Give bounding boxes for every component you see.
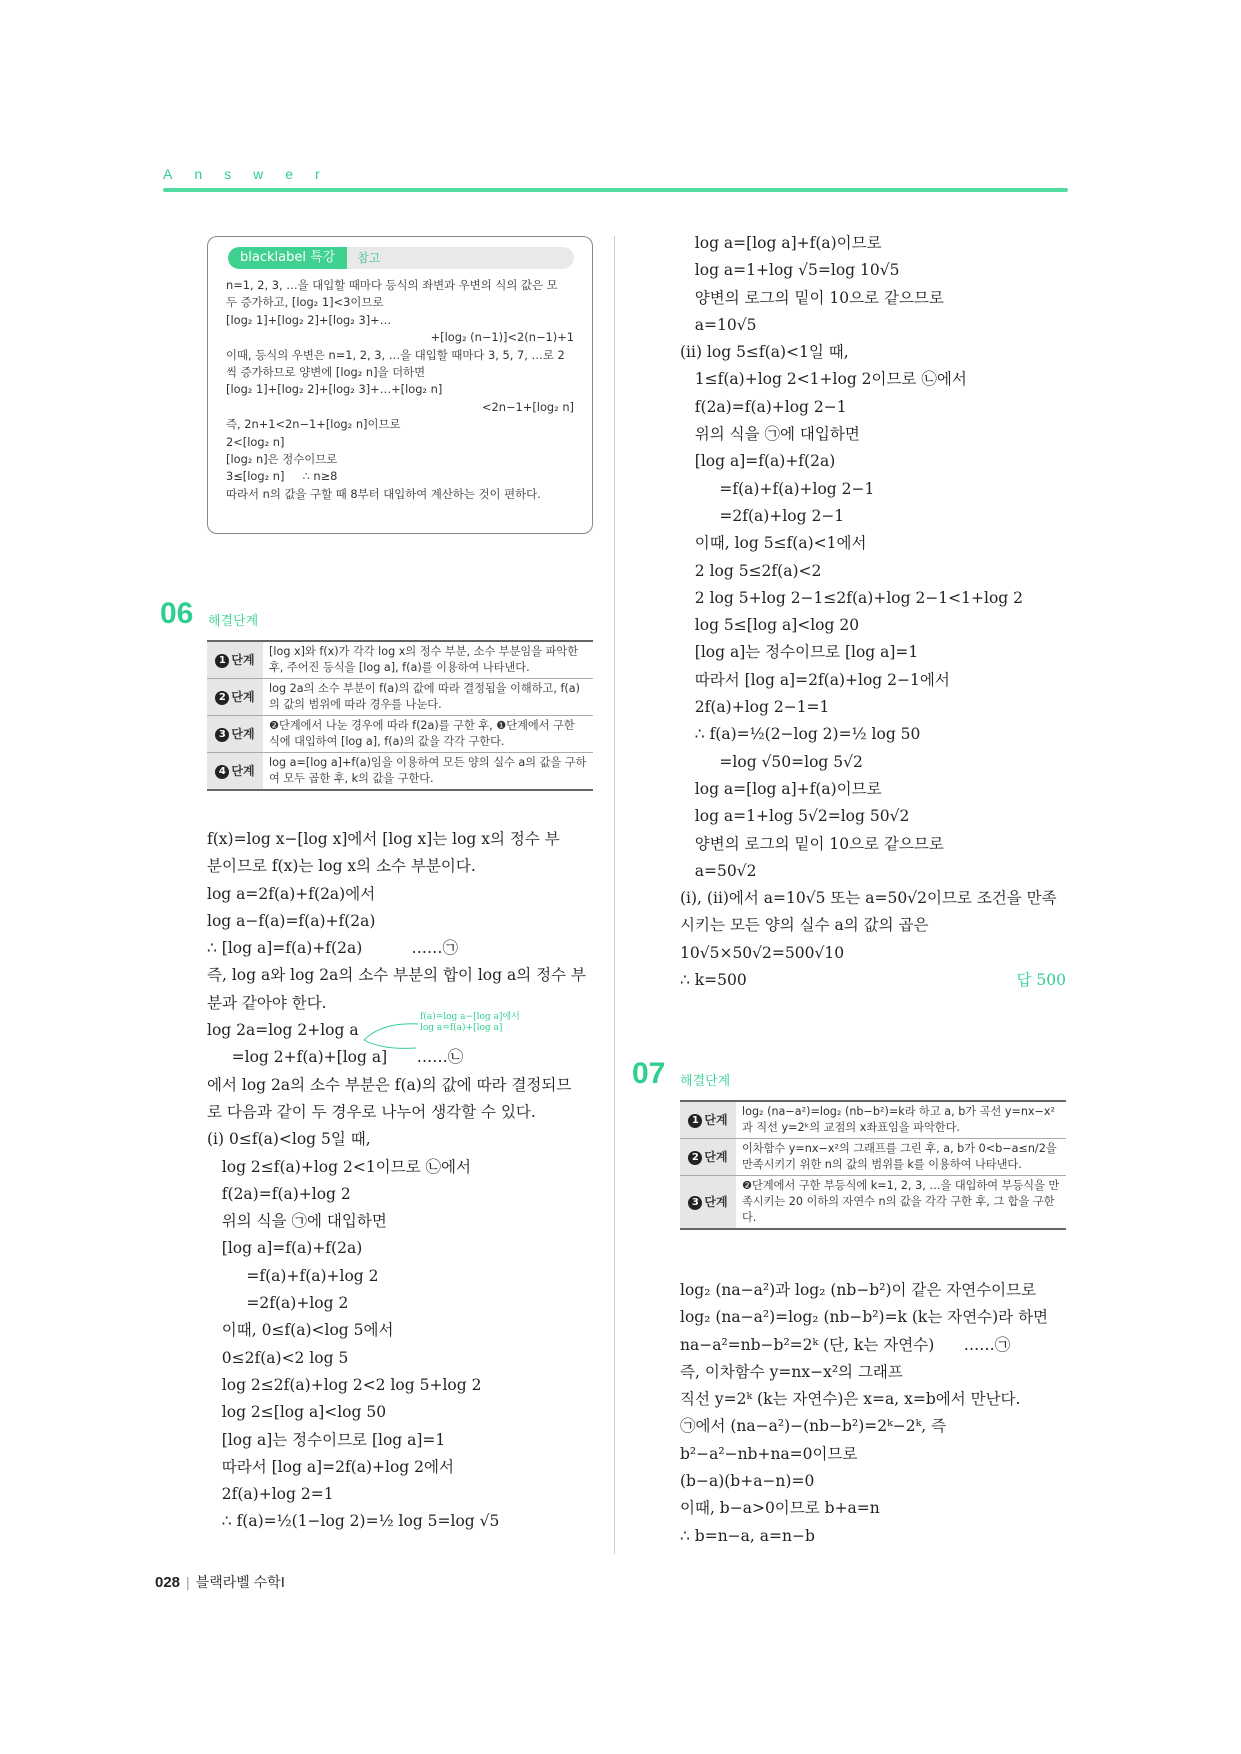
solution-line: ∴ k=500 <box>680 971 747 990</box>
solution-line: ∴ f(a)=½(1−log 2)=½ log 5=log √5 <box>207 1512 500 1531</box>
step-row <box>207 753 593 791</box>
tip-line: 3≤[log₂ n] ∴ n≥8 <box>226 469 338 484</box>
step-description: log₂ (na−a²)=log₂ (nb−b²)=k라 하고 a, b가 곡선 y=nx−x²과 직선 y=2ᵏ의 교점의 x좌표임을 파악한다. <box>736 1101 1066 1139</box>
solution-line: 0≤2f(a)<2 log 5 <box>207 1348 349 1367</box>
tip-line: 즉, 2n+1<2n−1+[log₂ n]이므로 <box>226 417 401 432</box>
step-row <box>680 1101 1066 1139</box>
solution-line: na−a²=nb−b²=2ᵏ (단, k는 자연수) ……㉠ <box>680 1335 1011 1354</box>
solution-line: [log a]는 정수이므로 [log a]=1 <box>680 643 919 662</box>
solution-line: 양변의 로그의 밑이 10으로 같으므로 <box>680 834 944 853</box>
solution-line: =log √50=log 5√2 <box>680 752 863 771</box>
solution-line: 1≤f(a)+log 2<1+log 2이므로 ㉡에서 <box>680 370 967 389</box>
step-number-badge: 4 <box>215 765 229 779</box>
solution-line: 이때, log 5≤f(a)<1에서 <box>680 534 867 553</box>
step-label <box>207 753 263 791</box>
tip-box <box>207 236 593 534</box>
tip-line: 두 증가하고, [log₂ 1]<3이므로 <box>226 295 384 310</box>
tip-line: 따라서 n의 값을 구할 때 8부터 대입하여 계산하는 것이 편하다. <box>226 486 541 501</box>
tip-badge: blacklabel 특강 <box>228 247 347 269</box>
solution-line: f(2a)=f(a)+log 2−1 <box>680 397 847 416</box>
step-word: 단계 <box>231 653 255 667</box>
solution-line: 양변의 로그의 밑이 10으로 같으므로 <box>680 288 944 307</box>
solution-line: 10√5×50√2=500√10 <box>680 943 845 962</box>
step-row <box>207 679 593 716</box>
solution-line: 에서 log 2a의 소수 부분은 f(a)의 값에 따라 결정되므 <box>207 1075 572 1094</box>
solution-line: (b−a)(b+a−n)=0 <box>680 1472 815 1491</box>
step-label <box>680 1139 736 1176</box>
solution-line: 로 다음과 같이 두 경우로 나누어 생각할 수 있다. <box>207 1102 536 1121</box>
final-answer-line <box>680 967 1066 994</box>
solution-line: 2 log 5+log 2−1≤2f(a)+log 2−1<1+log 2 <box>680 588 1023 607</box>
solution-line: 위의 식을 ㉠에 대입하면 <box>207 1212 387 1231</box>
step-label <box>680 1101 736 1139</box>
step-row <box>680 1139 1066 1176</box>
tip-line: <2n−1+[log₂ n] <box>481 399 574 414</box>
step-description: ❷단계에서 나눈 경우에 따라 f(2a)를 구한 후, ❶단계에서 구한 식에 대입하여 [log a], f(a)의 값을 각각 구한다. <box>263 716 593 753</box>
solution-line: 이때, 0≤f(a)<log 5에서 <box>207 1321 394 1340</box>
solution-line: 따라서 [log a]=2f(a)+log 2에서 <box>207 1457 454 1476</box>
solution-line: b²−a²−nb+na=0이므로 <box>680 1444 858 1463</box>
solution-line: log₂ (na−a²)=log₂ (nb−b²)=k (k는 자연수)라 하면 <box>680 1308 1049 1327</box>
section-06-label: 해결단계 <box>208 614 259 629</box>
step-word: 단계 <box>231 690 255 704</box>
step-row <box>207 716 593 753</box>
tip-line: n=1, 2, 3, …을 대입할 때마다 등식의 좌변과 우변의 식의 값은 모 <box>226 278 558 292</box>
footer-separator: | <box>186 1574 190 1590</box>
step-row <box>207 641 593 679</box>
solution-line: ∴ f(a)=½(2−log 2)=½ log 50 <box>680 725 921 744</box>
step-label <box>207 716 263 753</box>
step-word: 단계 <box>704 1150 728 1164</box>
step-row <box>680 1176 1066 1230</box>
solution-line: 따라서 [log a]=2f(a)+log 2−1에서 <box>680 670 950 689</box>
solution-line: 분과 같아야 한다. <box>207 993 327 1012</box>
solution-line: ㉠에서 (na−a²)−(nb−b²)=2ᵏ−2ᵏ, 즉 <box>680 1417 947 1436</box>
step-word: 단계 <box>231 727 255 741</box>
section-06-number: 06 <box>160 597 194 630</box>
solution-line: ∴ [log a]=f(a)+f(2a) ……㉠ <box>207 939 459 958</box>
section-07-label: 해결단계 <box>680 1074 731 1089</box>
step-number-badge: 3 <box>215 728 229 742</box>
solution-line: 위의 식을 ㉠에 대입하면 <box>680 425 860 444</box>
solution-line: (ⅰ), (ⅱ)에서 a=10√5 또는 a=50√2이므로 조건을 만족 <box>680 889 1057 908</box>
header-rule <box>163 188 1068 192</box>
section-06-solution-left <box>207 826 597 1536</box>
step-description: [log x]와 f(x)가 각각 log x의 정수 부분, 소수 부분임을 파악한 후, 주어진 등식을 [log a], f(a)를 이용하여 나타낸다. <box>263 641 593 679</box>
solution-line: 즉, log a와 log 2a의 소수 부분의 합이 log a의 정수 부 <box>207 966 586 985</box>
solution-line: f(x)=log x−[log x]에서 [log x]는 log x의 정수 부 <box>207 830 560 848</box>
column-divider <box>614 236 615 1554</box>
tip-line: [log₂ 1]+[log₂ 2]+[log₂ 3]+… <box>226 312 392 327</box>
section-07-steps-table <box>680 1100 1066 1230</box>
step-number-badge: 1 <box>688 1114 702 1128</box>
step-number-badge: 2 <box>215 691 229 705</box>
step-word: 단계 <box>704 1195 728 1209</box>
page-footer <box>155 1572 285 1592</box>
solution-line: log a=[log a]+f(a)이므로 <box>680 779 882 798</box>
annotation-arrow <box>362 1018 422 1058</box>
step-number-badge: 2 <box>688 1151 702 1165</box>
solution-line: [log a]는 정수이므로 [log a]=1 <box>207 1430 446 1449</box>
solution-line: log a=[log a]+f(a)이므로 <box>680 234 882 252</box>
step-word: 단계 <box>704 1113 728 1127</box>
solution-line: log 5≤[log a]<log 20 <box>680 616 860 635</box>
solution-line: ∴ b=n−a, a=n−b <box>680 1526 815 1545</box>
tip-line: 이때, 등식의 우변은 n=1, 2, 3, …을 대입할 때마다 3, 5, 7, …로 2 <box>226 347 565 362</box>
tip-line: +[log₂ (n−1)]<2(n−1)+1 <box>430 330 574 345</box>
solution-line: (ⅰ) 0≤f(a)<log 5일 때, <box>207 1130 371 1149</box>
solution-line: =f(a)+f(a)+log 2 <box>207 1266 379 1285</box>
step-description: ❷단계에서 구한 부등식에 k=1, 2, 3, …을 대입하여 부등식을 만족시키는 20 이하의 자연수 n의 값을 각각 구한 후, 그 합을 구한다. <box>736 1176 1066 1230</box>
solution-line: =f(a)+f(a)+log 2−1 <box>680 479 875 498</box>
solution-line: [log a]=f(a)+f(2a) <box>680 452 836 471</box>
solution-line: log 2≤2f(a)+log 2<2 log 5+log 2 <box>207 1375 482 1394</box>
step-description: log a=[log a]+f(a)임을 이용하여 모든 양의 실수 a의 값을 구하여 모두 곱한 후, k의 값을 구한다. <box>263 753 593 791</box>
header-title: Answer <box>163 166 342 182</box>
solution-line: log 2≤[log a]<log 50 <box>207 1403 387 1422</box>
step-word: 단계 <box>231 764 255 778</box>
tip-line: [log₂ 1]+[log₂ 2]+[log₂ 3]+…+[log₂ n] <box>226 382 443 397</box>
solution-line: 분이므로 f(x)는 log x의 소수 부분이다. <box>207 857 476 876</box>
solution-line: =log 2+f(a)+[log a] ……㉡ <box>207 1048 464 1067</box>
solution-line: a=50√2 <box>680 861 757 880</box>
step-number-badge: 1 <box>215 654 229 668</box>
solution-line: [log a]=f(a)+f(2a) <box>207 1239 363 1258</box>
annotation-note: f(a)=log a−[log a]에서 log a=f(a)+[log a] <box>420 1012 520 1033</box>
section-06-solution-right <box>680 230 1066 994</box>
solution-line: log a=1+log √5=log 10√5 <box>680 261 900 280</box>
step-description: log 2a의 소수 부분이 f(a)의 값에 따라 결정됨을 이해하고, f(a)의 값의 범위에 따라 경우를 나눈다. <box>263 679 593 716</box>
tip-line: 2<[log₂ n] <box>226 434 285 449</box>
page-number: 028 <box>155 1574 181 1591</box>
section-07-solution <box>680 1277 1066 1550</box>
solution-line: a=10√5 <box>680 315 757 334</box>
solution-line: f(2a)=f(a)+log 2 <box>207 1184 351 1203</box>
tip-tab <box>228 247 574 269</box>
step-description: 이차함수 y=nx−x²의 그래프를 그린 후, a, b가 0<b−a≤n/2을 만족시키기 위한 n의 값의 범위를 k를 이용하여 나타낸다. <box>736 1139 1066 1176</box>
solution-line: (ⅱ) log 5≤f(a)<1일 때, <box>680 343 849 362</box>
solution-line: 2f(a)+log 2=1 <box>207 1485 334 1504</box>
section-07-number: 07 <box>632 1057 666 1090</box>
tip-line: 씩 증가하므로 양변에 [log₂ n]을 더하면 <box>226 365 426 380</box>
solution-line: =2f(a)+log 2 <box>207 1294 349 1313</box>
solution-line: 즉, 이차함수 y=nx−x²의 그래프 <box>680 1362 903 1381</box>
solution-line: log a=1+log 5√2=log 50√2 <box>680 807 910 826</box>
section-06-steps-table <box>207 640 593 791</box>
solution-line: log 2≤f(a)+log 2<1이므로 ㉡에서 <box>207 1157 471 1176</box>
solution-line: 2f(a)+log 2−1=1 <box>680 698 830 717</box>
book-title: 블랙라벨 수학Ⅰ <box>195 1574 285 1590</box>
solution-line: =2f(a)+log 2−1 <box>680 506 845 525</box>
solution-line: log a=2f(a)+f(2a)에서 <box>207 884 376 903</box>
tip-line: [log₂ n]은 정수이므로 <box>226 452 338 467</box>
step-label <box>207 641 263 679</box>
tip-tag: 참고 <box>357 251 381 265</box>
solution-line: 이때, b−a>0이므로 b+a=n <box>680 1499 880 1518</box>
solution-line: log₂ (na−a²)과 log₂ (nb−b²)이 같은 자연수이므로 <box>680 1281 1037 1299</box>
step-number-badge: 3 <box>688 1196 702 1210</box>
solution-line: 시키는 모든 양의 실수 a의 값의 곱은 <box>680 916 929 935</box>
step-label <box>680 1176 736 1230</box>
answer-value: 답 500 <box>1016 971 1066 990</box>
solution-line: log a−f(a)=f(a)+f(2a) <box>207 911 376 930</box>
step-label <box>207 679 263 716</box>
solution-line: log 2a=log 2+log a <box>207 1021 359 1040</box>
solution-line: 직선 y=2ᵏ (k는 자연수)은 x=a, x=b에서 만난다. <box>680 1390 1021 1409</box>
solution-line: 2 log 5≤2f(a)<2 <box>680 561 822 580</box>
